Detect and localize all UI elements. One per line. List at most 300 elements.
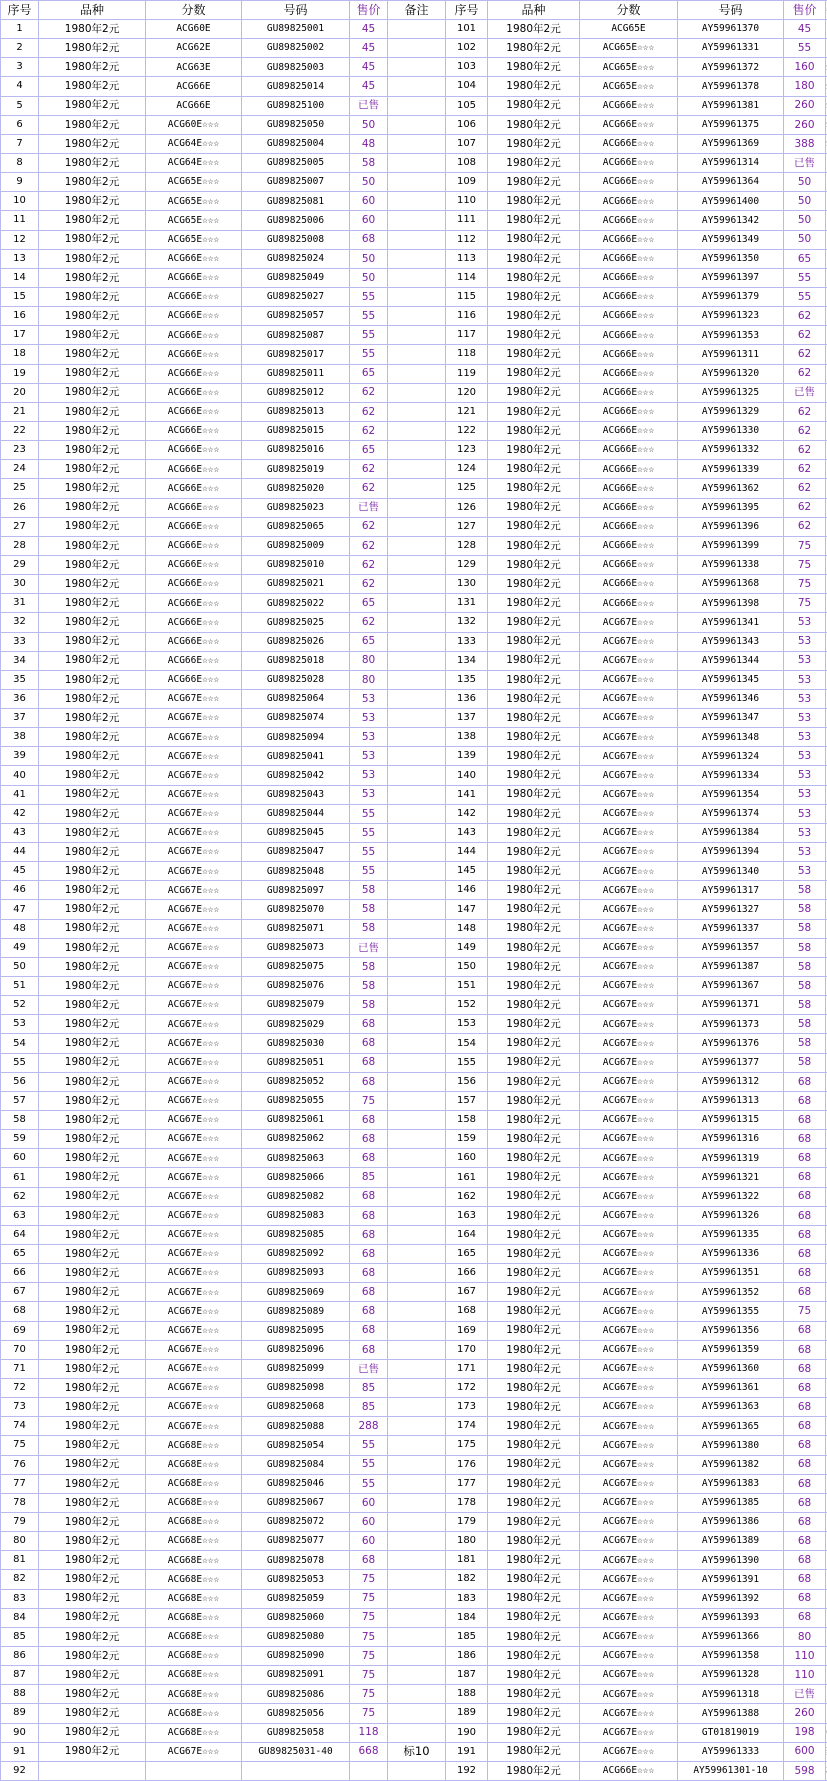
- row-serial: AY59961384: [678, 823, 784, 842]
- table-row: [1, 115, 827, 134]
- row-index: 57: [1, 1091, 39, 1110]
- row-price: 85: [350, 1378, 388, 1397]
- row-note: [388, 1225, 446, 1244]
- row-grade: ACG67E☆☆☆: [146, 1015, 242, 1034]
- row-variety: 1980年2元: [39, 1512, 146, 1531]
- row-serial: GU89825017: [242, 345, 350, 364]
- row-grade: ACG66E☆☆☆: [580, 421, 678, 440]
- row-price: 53: [784, 823, 826, 842]
- row-grade: ACG66E☆☆☆: [580, 383, 678, 402]
- row-grade: ACG66E☆☆☆: [580, 460, 678, 479]
- row-index: 37: [1, 709, 39, 728]
- header-note: 备注: [388, 1, 446, 20]
- row-serial: GU89825041: [242, 747, 350, 766]
- row-grade: ACG67E☆☆☆: [146, 1187, 242, 1206]
- row-index: 49: [1, 938, 39, 957]
- row-variety: 1980年2元: [39, 1493, 146, 1512]
- row-variety: 1980年2元: [39, 1225, 146, 1244]
- row-grade: ACG67E☆☆☆: [580, 1034, 678, 1053]
- row-price: 58: [784, 900, 826, 919]
- row-price: 68: [350, 1283, 388, 1302]
- row-price: 58: [350, 881, 388, 900]
- row-price: 75: [350, 1704, 388, 1723]
- row-index: 21: [1, 402, 39, 421]
- row-serial: GU89825054: [242, 1436, 350, 1455]
- row-serial: GU89825053: [242, 1570, 350, 1589]
- table-row: [1, 421, 827, 440]
- row-price: 68: [350, 1015, 388, 1034]
- row-grade: ACG67E☆☆☆: [146, 862, 242, 881]
- row-index: 149: [446, 938, 488, 957]
- row-price: 75: [350, 1589, 388, 1608]
- row-serial: AY59961400: [678, 192, 784, 211]
- row-price: 68: [350, 1206, 388, 1225]
- row-variety: 1980年2元: [488, 804, 580, 823]
- row-note: [388, 287, 446, 306]
- table-row: [1, 536, 827, 555]
- row-price: 598: [784, 1761, 826, 1780]
- row-serial: AY59961388: [678, 1704, 784, 1723]
- row-note: [388, 1187, 446, 1206]
- row-serial: GU89825084: [242, 1455, 350, 1474]
- row-variety: 1980年2元: [488, 1091, 580, 1110]
- row-grade: ACG66E: [146, 96, 242, 115]
- table-row: [1, 1589, 827, 1608]
- row-variety: 1980年2元: [488, 383, 580, 402]
- row-variety: 1980年2元: [488, 1340, 580, 1359]
- row-index: 63: [1, 1206, 39, 1225]
- row-price: 62: [784, 326, 826, 345]
- row-variety: 1980年2元: [488, 1455, 580, 1474]
- row-grade: ACG66E☆☆☆: [146, 249, 242, 268]
- row-grade: ACG68E☆☆☆: [146, 1570, 242, 1589]
- row-price: 53: [350, 747, 388, 766]
- row-grade: ACG66E☆☆☆: [580, 115, 678, 134]
- row-variety: 1980年2元: [39, 651, 146, 670]
- row-note: [388, 1723, 446, 1742]
- row-grade: ACG66E☆☆☆: [146, 632, 242, 651]
- row-serial: AY59961324: [678, 747, 784, 766]
- row-serial: GU89825083: [242, 1206, 350, 1225]
- row-price: 53: [784, 747, 826, 766]
- row-index: 103: [446, 58, 488, 77]
- row-variety: 1980年2元: [488, 1742, 580, 1761]
- row-serial: GU89825064: [242, 689, 350, 708]
- row-price: 53: [784, 804, 826, 823]
- row-price: 58: [784, 1015, 826, 1034]
- row-price: 62: [350, 613, 388, 632]
- row-index: 33: [1, 632, 39, 651]
- row-index: 31: [1, 594, 39, 613]
- table-row: [1, 1225, 827, 1244]
- row-grade: ACG68E☆☆☆: [146, 1551, 242, 1570]
- row-note: [388, 326, 446, 345]
- row-grade: ACG68E☆☆☆: [146, 1512, 242, 1531]
- row-variety: 1980年2元: [488, 479, 580, 498]
- row-price: 58: [784, 996, 826, 1015]
- row-price: 55: [784, 39, 826, 58]
- header-serial: 号码: [242, 1, 350, 20]
- row-index: 123: [446, 441, 488, 460]
- row-price: 62: [784, 421, 826, 440]
- row-grade: ACG66E☆☆☆: [146, 651, 242, 670]
- row-note: [388, 1034, 446, 1053]
- row-price: 60: [350, 211, 388, 230]
- row-serial: AY59961390: [678, 1551, 784, 1570]
- row-index: 19: [1, 364, 39, 383]
- row-index: 8: [1, 153, 39, 172]
- row-serial: GU89825001: [242, 20, 350, 39]
- row-variety: 1980年2元: [488, 613, 580, 632]
- row-price: 62: [784, 364, 826, 383]
- table-row: [1, 1187, 827, 1206]
- row-index: 127: [446, 517, 488, 536]
- row-serial: AY59961338: [678, 555, 784, 574]
- row-note: [388, 670, 446, 689]
- row-index: 36: [1, 689, 39, 708]
- row-serial: AY59961334: [678, 766, 784, 785]
- row-variety: 1980年2元: [488, 345, 580, 364]
- row-index: 53: [1, 1015, 39, 1034]
- row-variety: 1980年2元: [488, 957, 580, 976]
- row-price: 53: [784, 843, 826, 862]
- row-note: [388, 1130, 446, 1149]
- table-row: [1, 1570, 827, 1589]
- row-grade: ACG67E☆☆☆: [146, 1111, 242, 1130]
- table-row: [1, 1532, 827, 1551]
- row-price: 68: [784, 1283, 826, 1302]
- row-price: 已售: [350, 1359, 388, 1378]
- row-serial: GU89825046: [242, 1474, 350, 1493]
- row-serial: GU89825022: [242, 594, 350, 613]
- row-serial: AY59961337: [678, 919, 784, 938]
- row-serial: GU89825010: [242, 555, 350, 574]
- row-note: [388, 268, 446, 287]
- row-variety: 1980年2元: [39, 39, 146, 58]
- row-variety: 1980年2元: [39, 173, 146, 192]
- row-index: 42: [1, 804, 39, 823]
- row-variety: 1980年2元: [39, 1245, 146, 1264]
- table-row: [1, 1302, 827, 1321]
- row-price: 58: [350, 900, 388, 919]
- row-variety: 1980年2元: [488, 58, 580, 77]
- row-serial: GU89825016: [242, 441, 350, 460]
- row-grade: ACG66E☆☆☆: [580, 307, 678, 326]
- row-price: 53: [350, 709, 388, 728]
- row-note: [388, 479, 446, 498]
- table-row: [1, 1130, 827, 1149]
- row-grade: ACG67E☆☆☆: [580, 1302, 678, 1321]
- row-index: 182: [446, 1570, 488, 1589]
- row-variety: 1980年2元: [39, 957, 146, 976]
- row-index: 24: [1, 460, 39, 479]
- row-grade: ACG68E☆☆☆: [146, 1589, 242, 1608]
- row-variety: 1980年2元: [39, 249, 146, 268]
- row-price: 68: [784, 1378, 826, 1397]
- row-variety: 1980年2元: [488, 1053, 580, 1072]
- row-note: [388, 766, 446, 785]
- row-note: [388, 96, 446, 115]
- row-index: 82: [1, 1570, 39, 1589]
- row-grade: ACG67E☆☆☆: [580, 996, 678, 1015]
- row-price: 62: [784, 402, 826, 421]
- table-row: [1, 594, 827, 613]
- row-index: 54: [1, 1034, 39, 1053]
- table-row: [1, 20, 827, 39]
- row-price: 75: [784, 594, 826, 613]
- row-grade: ACG67E☆☆☆: [146, 1321, 242, 1340]
- row-price: 110: [784, 1666, 826, 1685]
- row-variety: 1980年2元: [39, 287, 146, 306]
- row-price: 55: [350, 345, 388, 364]
- row-index: 155: [446, 1053, 488, 1072]
- row-grade: ACG67E☆☆☆: [580, 862, 678, 881]
- row-grade: ACG67E☆☆☆: [580, 747, 678, 766]
- row-price: 62: [784, 460, 826, 479]
- row-grade: ACG67E☆☆☆: [146, 996, 242, 1015]
- table-row: [1, 1436, 827, 1455]
- row-variety: 1980年2元: [39, 517, 146, 536]
- row-grade: ACG66E☆☆☆: [580, 536, 678, 555]
- table-row: [1, 1359, 827, 1378]
- row-variety: 1980年2元: [39, 1053, 146, 1072]
- row-price: 68: [350, 1225, 388, 1244]
- row-serial: AY59961377: [678, 1053, 784, 1072]
- row-index: 153: [446, 1015, 488, 1034]
- row-price: 53: [784, 670, 826, 689]
- row-index: 150: [446, 957, 488, 976]
- row-grade: ACG67E☆☆☆: [146, 766, 242, 785]
- row-index: 11: [1, 211, 39, 230]
- row-grade: ACG67E☆☆☆: [580, 728, 678, 747]
- row-variety: 1980年2元: [39, 555, 146, 574]
- row-index: 101: [446, 20, 488, 39]
- row-index: 69: [1, 1321, 39, 1340]
- row-note: [388, 77, 446, 96]
- row-serial: GU89825043: [242, 785, 350, 804]
- row-price: 68: [350, 1302, 388, 1321]
- row-serial: AY59961399: [678, 536, 784, 555]
- table-row: [1, 402, 827, 421]
- row-price: 53: [350, 785, 388, 804]
- row-price: 75: [350, 1570, 388, 1589]
- row-price: 260: [784, 1704, 826, 1723]
- row-serial: AY59961372: [678, 58, 784, 77]
- row-grade: ACG66E☆☆☆: [580, 326, 678, 345]
- row-index: 108: [446, 153, 488, 172]
- row-serial: GU89825044: [242, 804, 350, 823]
- row-price: 已售: [350, 96, 388, 115]
- row-variety: 1980年2元: [39, 1589, 146, 1608]
- row-variety: 1980年2元: [39, 345, 146, 364]
- row-note: [388, 1417, 446, 1436]
- table-row: [1, 460, 827, 479]
- row-variety: 1980年2元: [488, 919, 580, 938]
- row-serial: AY59961340: [678, 862, 784, 881]
- table-row: [1, 230, 827, 249]
- table-row: [1, 58, 827, 77]
- row-index: 17: [1, 326, 39, 345]
- row-note: [388, 1646, 446, 1665]
- row-note: [388, 1455, 446, 1474]
- row-index: 147: [446, 900, 488, 919]
- row-price: 58: [784, 938, 826, 957]
- row-serial: AY59961352: [678, 1283, 784, 1302]
- row-variety: 1980年2元: [39, 1455, 146, 1474]
- row-serial: GU89825023: [242, 498, 350, 517]
- row-serial: GU89825082: [242, 1187, 350, 1206]
- row-variety: 1980年2元: [39, 1627, 146, 1646]
- row-grade: ACG66E☆☆☆: [580, 594, 678, 613]
- row-price: 53: [350, 689, 388, 708]
- table-row: [1, 843, 827, 862]
- row-index: 146: [446, 881, 488, 900]
- row-note: [388, 1072, 446, 1091]
- row-grade: ACG65E☆☆☆: [580, 77, 678, 96]
- row-index: 184: [446, 1608, 488, 1627]
- row-note: [388, 39, 446, 58]
- row-index: 119: [446, 364, 488, 383]
- row-index: 187: [446, 1666, 488, 1685]
- row-index: 52: [1, 996, 39, 1015]
- row-note: [388, 153, 446, 172]
- row-index: 46: [1, 881, 39, 900]
- row-serial: AY59961314: [678, 153, 784, 172]
- header-index: 序号: [446, 1, 488, 20]
- row-variety: 1980年2元: [488, 689, 580, 708]
- table-row: [1, 479, 827, 498]
- row-grade: ACG66E☆☆☆: [580, 517, 678, 536]
- row-serial: GU89825073: [242, 938, 350, 957]
- row-serial: GU89825009: [242, 536, 350, 555]
- row-price: 50: [350, 173, 388, 192]
- table-row: [1, 1398, 827, 1417]
- row-serial: AY59961316: [678, 1130, 784, 1149]
- row-serial: AY59961382: [678, 1455, 784, 1474]
- row-grade: ACG67E☆☆☆: [146, 1417, 242, 1436]
- row-serial: GU89825004: [242, 134, 350, 153]
- row-grade: ACG67E☆☆☆: [146, 709, 242, 728]
- row-index: 183: [446, 1589, 488, 1608]
- row-serial: GU89825095: [242, 1321, 350, 1340]
- row-index: 171: [446, 1359, 488, 1378]
- row-grade: ACG66E☆☆☆: [146, 345, 242, 364]
- row-variety: 1980年2元: [39, 364, 146, 383]
- row-note: [388, 1608, 446, 1627]
- table-row: [1, 1666, 827, 1685]
- row-grade: ACG67E☆☆☆: [580, 1149, 678, 1168]
- table-row: [1, 345, 827, 364]
- row-serial: AY59961350: [678, 249, 784, 268]
- row-grade: ACG67E☆☆☆: [580, 1474, 678, 1493]
- row-variety: 1980年2元: [488, 1264, 580, 1283]
- row-index: 160: [446, 1149, 488, 1168]
- row-index: 148: [446, 919, 488, 938]
- table-row: [1, 77, 827, 96]
- row-serial: GU89825052: [242, 1072, 350, 1091]
- row-serial: GU89825079: [242, 996, 350, 1015]
- row-variety: 1980年2元: [39, 1168, 146, 1187]
- row-serial: AY59961361: [678, 1378, 784, 1397]
- row-serial: GU89825072: [242, 1512, 350, 1531]
- row-grade: ACG67E☆☆☆: [146, 1302, 242, 1321]
- row-index: 92: [1, 1761, 39, 1780]
- row-variety: 1980年2元: [488, 460, 580, 479]
- row-index: 156: [446, 1072, 488, 1091]
- row-variety: 1980年2元: [39, 996, 146, 1015]
- row-grade: ACG62E: [146, 39, 242, 58]
- table-row: [1, 1091, 827, 1110]
- row-price: 62: [784, 498, 826, 517]
- row-grade: ACG67E☆☆☆: [146, 977, 242, 996]
- row-variety: 1980年2元: [39, 1091, 146, 1110]
- row-serial: AY59961375: [678, 115, 784, 134]
- row-grade: ACG66E☆☆☆: [146, 670, 242, 689]
- row-price: 68: [784, 1072, 826, 1091]
- row-serial: AY59961380: [678, 1436, 784, 1455]
- row-variety: 1980年2元: [39, 1608, 146, 1627]
- table-row: [1, 326, 827, 345]
- row-price: 45: [350, 58, 388, 77]
- row-index: 188: [446, 1685, 488, 1704]
- row-variety: 1980年2元: [488, 785, 580, 804]
- table-row: [1, 1340, 827, 1359]
- row-variety: 1980年2元: [488, 823, 580, 842]
- row-price: 53: [784, 785, 826, 804]
- row-serial: GU89825055: [242, 1091, 350, 1110]
- row-price: 53: [784, 709, 826, 728]
- row-price: 68: [350, 1111, 388, 1130]
- row-price: 68: [784, 1091, 826, 1110]
- row-index: 86: [1, 1646, 39, 1665]
- row-index: 186: [446, 1646, 488, 1665]
- row-index: 15: [1, 287, 39, 306]
- row-variety: 1980年2元: [39, 326, 146, 345]
- row-price: 80: [350, 670, 388, 689]
- row-variety: 1980年2元: [488, 20, 580, 39]
- row-serial: GU89825090: [242, 1646, 350, 1665]
- row-grade: ACG63E: [146, 58, 242, 77]
- row-serial: GU89825027: [242, 287, 350, 306]
- row-variety: 1980年2元: [39, 1551, 146, 1570]
- row-note: [388, 575, 446, 594]
- row-index: 75: [1, 1436, 39, 1455]
- row-price: 68: [784, 1340, 826, 1359]
- row-serial: AY59961312: [678, 1072, 784, 1091]
- row-note: [388, 1283, 446, 1302]
- row-grade: ACG66E☆☆☆: [146, 536, 242, 555]
- row-price: 65: [350, 632, 388, 651]
- row-variety: 1980年2元: [488, 402, 580, 421]
- row-grade: ACG68E☆☆☆: [146, 1704, 242, 1723]
- row-grade: ACG66E☆☆☆: [146, 555, 242, 574]
- row-grade: ACG60E: [146, 20, 242, 39]
- row-note: [388, 460, 446, 479]
- row-index: 176: [446, 1455, 488, 1474]
- row-serial: GU89825028: [242, 670, 350, 689]
- row-serial: GU89825097: [242, 881, 350, 900]
- row-grade: ACG67E☆☆☆: [580, 1723, 678, 1742]
- row-grade: ACG67E☆☆☆: [580, 977, 678, 996]
- row-grade: ACG65E☆☆☆: [580, 58, 678, 77]
- row-serial: GU89825059: [242, 1589, 350, 1608]
- row-grade: ACG65E: [580, 20, 678, 39]
- header-variety: 品种: [39, 1, 146, 20]
- row-serial: GU89825026: [242, 632, 350, 651]
- row-variety: 1980年2元: [488, 1072, 580, 1091]
- table-row: [1, 1685, 827, 1704]
- row-index: 65: [1, 1245, 39, 1264]
